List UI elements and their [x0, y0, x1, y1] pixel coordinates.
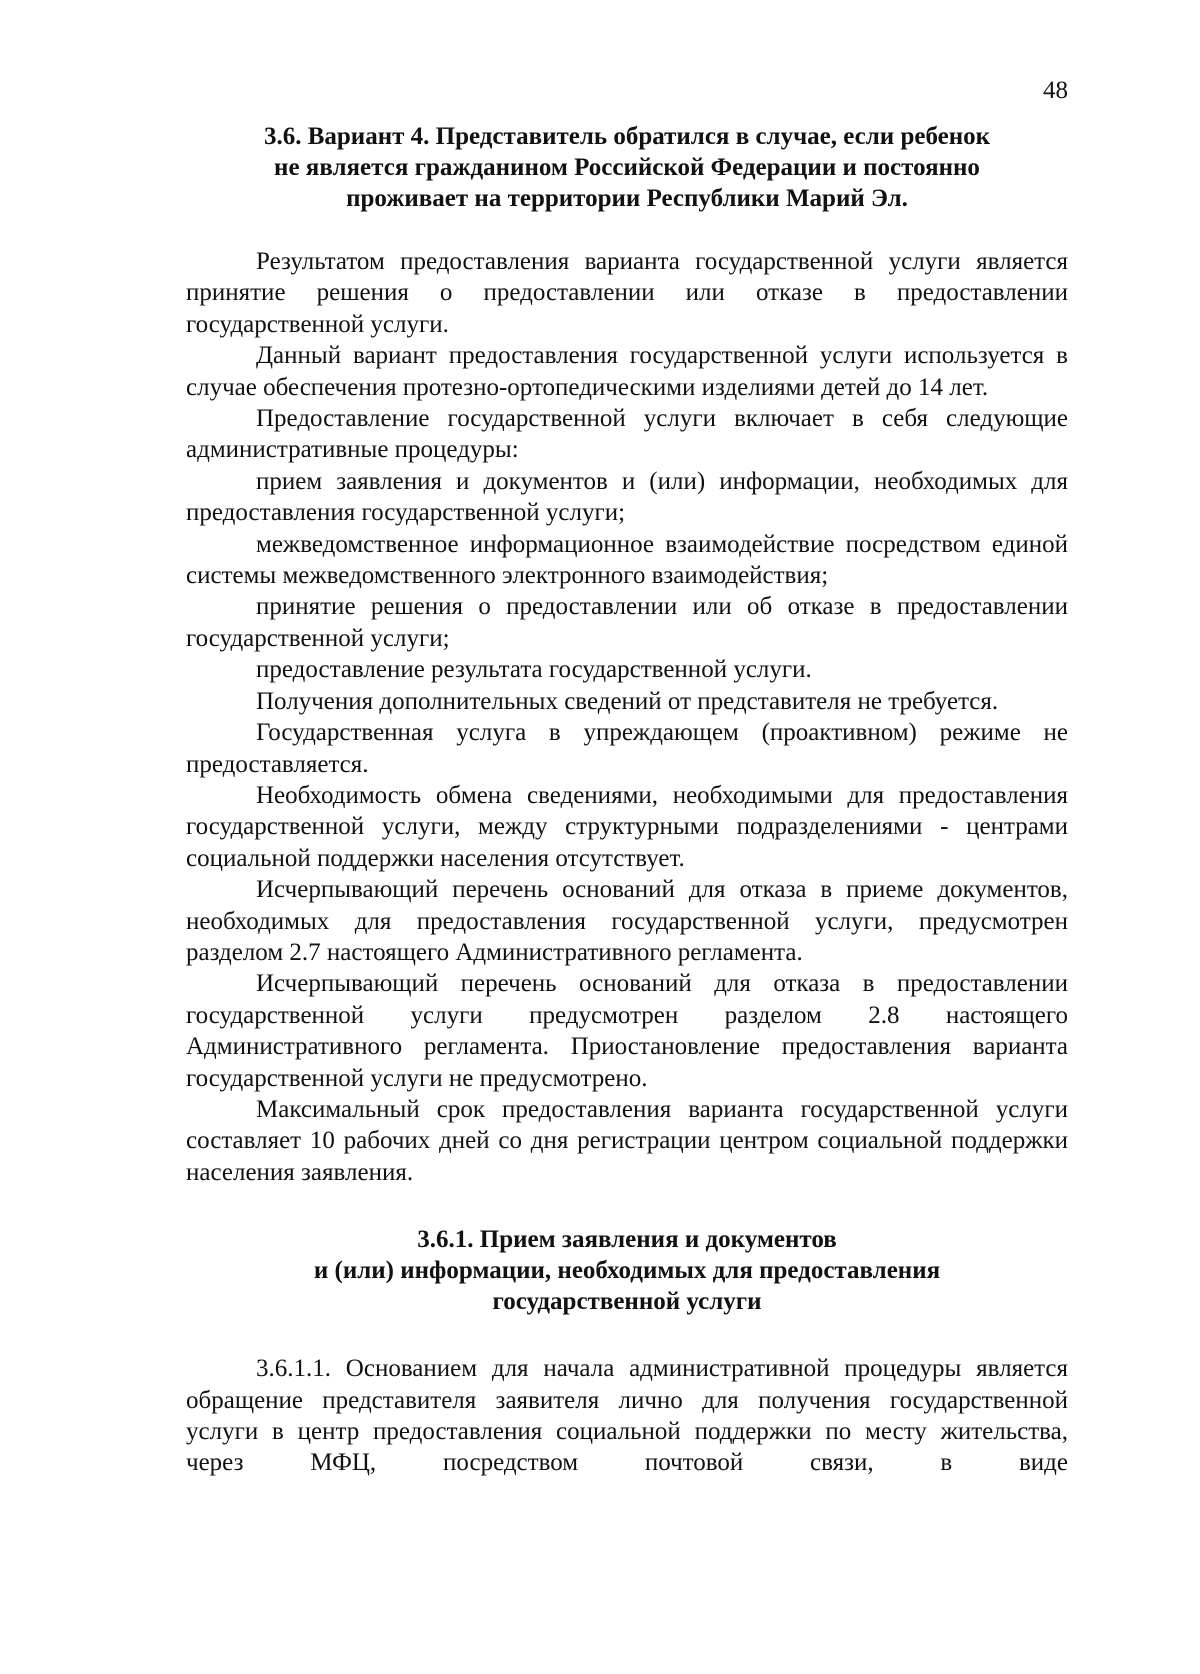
paragraph-basis: 3.6.1.1. Основанием для начала административной процедуры является обращение представителя заявителя лично для получения государственной услуги в центр предоставления социальной поддержки по месту жительства, через МФЦ, посредством почтовой связи, в виде [186, 1355, 1068, 1477]
subsection-heading-line: государственной услуги [492, 1288, 762, 1316]
page-number: 48 [1043, 77, 1068, 104]
list-item-procedure: предоставление результата государственной услуги. [256, 656, 812, 684]
list-item-procedure: прием заявления и документов и (или) информации, необходимых для предоставления государственной услуги; [186, 467, 1068, 527]
subsection-heading-line: 3.6.1. Прием заявления и документов [417, 1226, 837, 1254]
paragraph-variant-usage: Данный вариант предоставления государственной услуги используется в случае обеспечения протезно-ортопедическими изделиями детей до 14 лет. [186, 342, 1068, 401]
list-item-procedure: принятие решения о предоставлении или об отказе в предоставлении государственной услуги; [186, 593, 1068, 652]
paragraph-exchange: Необходимость обмена сведениями, необходимыми для предоставления государственной услуги, между структурными подразделениями - центрами социальной поддержки населения отсутствует. [186, 781, 1068, 872]
section-heading-line: не является гражданином Российской Федерации и постоянно [274, 154, 980, 181]
subsection-heading-line: и (или) информации, необходимых для предоставления [313, 1257, 941, 1285]
section-heading-line: проживает на территории Республики Марий Эл. [346, 185, 908, 212]
section-body [186, 246, 1068, 1188]
page-content [186, 121, 1068, 1479]
paragraph-refusal-provision: Исчерпывающий перечень оснований для отказа в предоставлении государственной услуги предусмотрен разделом 2.8 настоящего Административного регламента. Приостановление предоставления варианта государственной услуги не предусмотрено. [186, 970, 1068, 1092]
list-item-procedure: межведомственное информационное взаимодействие посредством единой системы межведомственного электронного взаимодействия; [186, 530, 1068, 590]
paragraph-refusal-reception: Исчерпывающий перечень оснований для отказа в приеме документов, необходимых для предоставления государственной услуги, предусмотрен разделом 2.7 настоящего Административного регламента. [186, 876, 1068, 966]
paragraph-no-additional-info: Получения дополнительных сведений от представителя не требуется. [256, 687, 999, 715]
paragraph-procedures: Предоставление государственной услуги включает в себя следующие административные процедуры: [186, 405, 1068, 464]
section-heading [186, 121, 1068, 214]
paragraph-max-term: Максимальный срок предоставления варианта государственной услуги составляет 10 рабочих дней со дня регистрации центром социальной поддержки населения заявления. [186, 1095, 1068, 1186]
subsection-heading [186, 1224, 1068, 1317]
paragraph-proactive-mode: Государственная услуга в упреждающем (проактивном) режиме не предоставляется. [186, 719, 1068, 778]
paragraph-result: Результатом предоставления варианта государственной услуги является принятие решения о предоставлении или отказе в предоставлении государственной услуги. [186, 248, 1068, 338]
section-heading-line: 3.6. Вариант 4. Представитель обратился в случае, если ребенок [263, 123, 991, 150]
